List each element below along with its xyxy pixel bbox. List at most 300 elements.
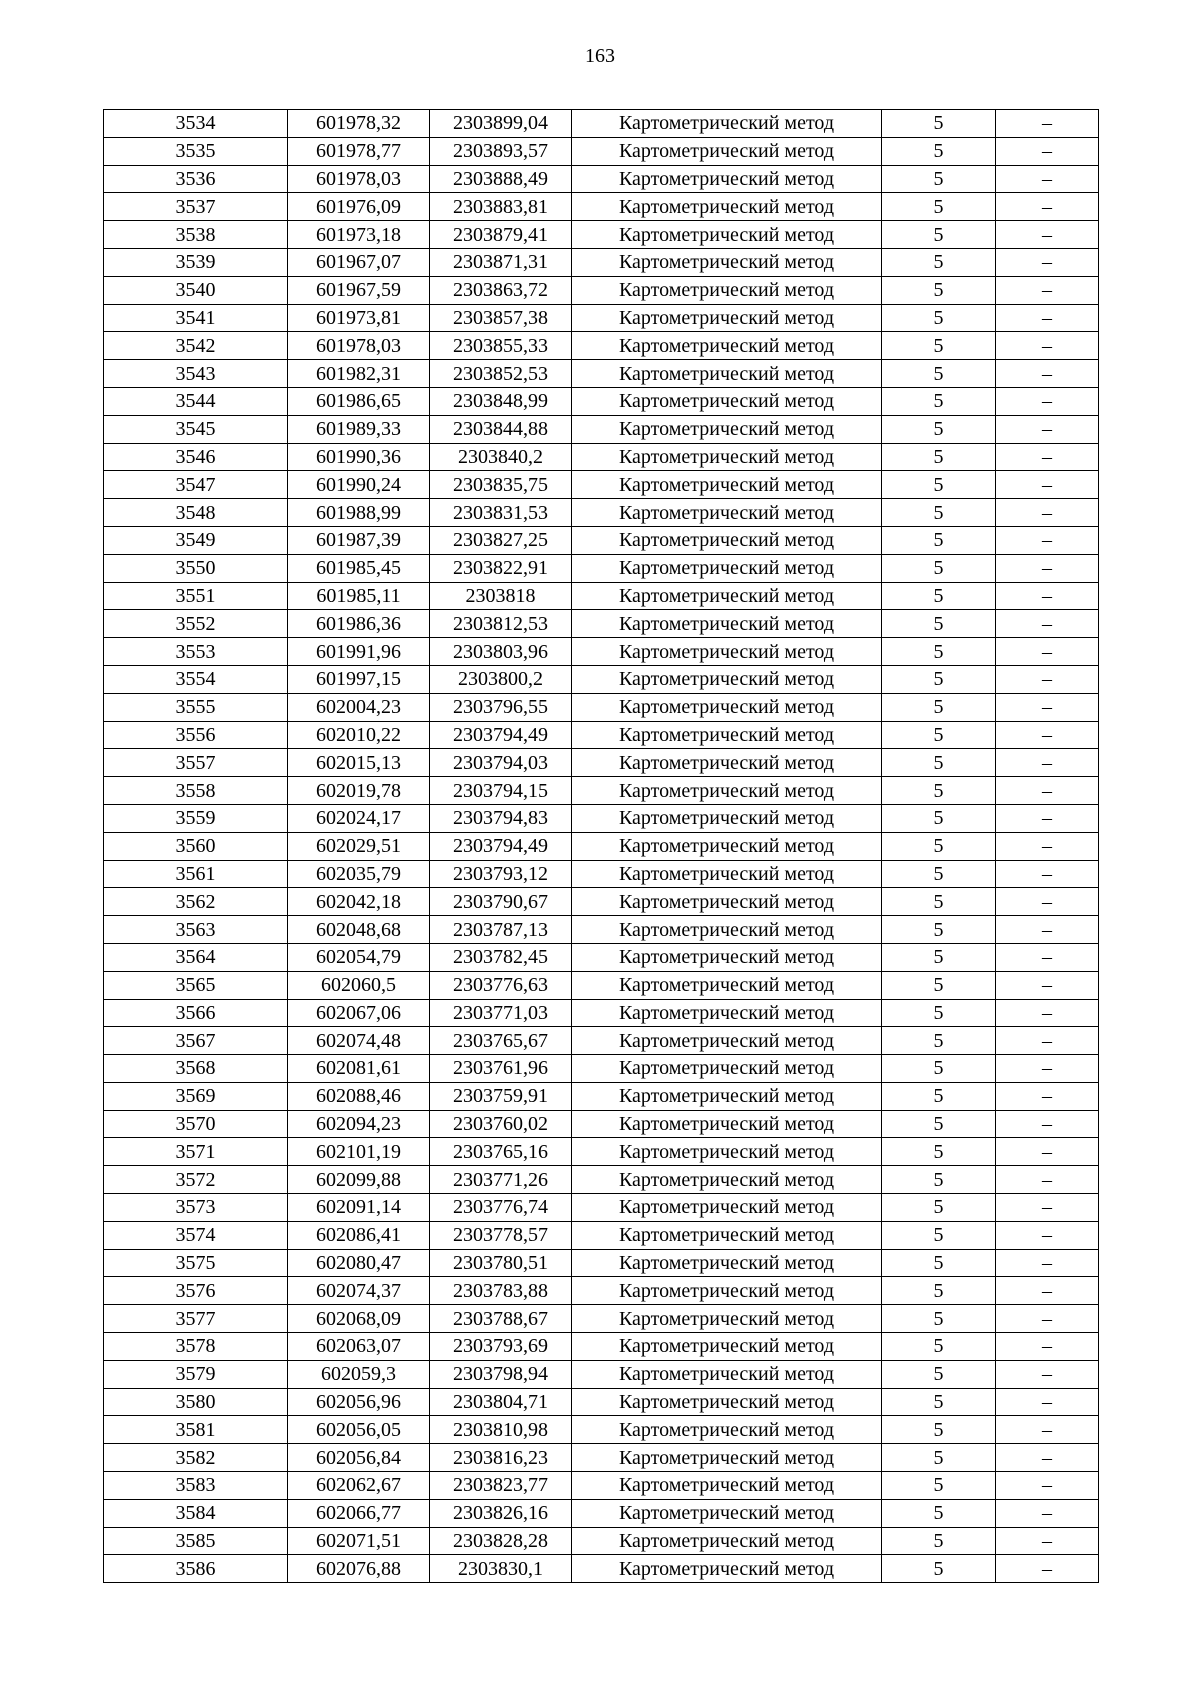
cell-note: –: [996, 999, 1099, 1027]
table-row: [104, 554, 1099, 582]
cell-y: 2303793,69: [430, 1333, 572, 1361]
cell-x: 601978,03: [288, 332, 430, 360]
cell-note: –: [996, 443, 1099, 471]
cell-point-number: 3585: [104, 1527, 288, 1555]
cell-y: 2303826,16: [430, 1499, 572, 1527]
cell-accuracy: 5: [882, 387, 996, 415]
cell-method: Картометрический метод: [572, 248, 882, 276]
cell-note: –: [996, 665, 1099, 693]
cell-method: Картометрический метод: [572, 221, 882, 249]
table-row: [104, 1055, 1099, 1083]
cell-method: Картометрический метод: [572, 110, 882, 138]
page-number: 163: [585, 45, 615, 67]
cell-method: Картометрический метод: [572, 1333, 882, 1361]
cell-x: 602048,68: [288, 916, 430, 944]
cell-accuracy: 5: [882, 248, 996, 276]
table-row: [104, 1249, 1099, 1277]
cell-point-number: 3555: [104, 693, 288, 721]
cell-method: Картометрический метод: [572, 1472, 882, 1500]
cell-x: 602042,18: [288, 888, 430, 916]
cell-accuracy: 5: [882, 1249, 996, 1277]
cell-x: 602088,46: [288, 1082, 430, 1110]
cell-method: Картометрический метод: [572, 1249, 882, 1277]
cell-x: 601985,45: [288, 554, 430, 582]
table-row: [104, 1416, 1099, 1444]
cell-method: Картометрический метод: [572, 1138, 882, 1166]
cell-point-number: 3556: [104, 721, 288, 749]
cell-y: 2303893,57: [430, 137, 572, 165]
cell-note: –: [996, 1138, 1099, 1166]
table-row: [104, 1166, 1099, 1194]
cell-accuracy: 5: [882, 860, 996, 888]
cell-point-number: 3565: [104, 971, 288, 999]
table-row: [104, 1333, 1099, 1361]
cell-accuracy: 5: [882, 1472, 996, 1500]
cell-note: –: [996, 1527, 1099, 1555]
cell-y: 2303794,49: [430, 832, 572, 860]
cell-method: Картометрический метод: [572, 332, 882, 360]
cell-accuracy: 5: [882, 582, 996, 610]
cell-y: 2303765,16: [430, 1138, 572, 1166]
cell-accuracy: 5: [882, 1277, 996, 1305]
cell-method: Картометрический метод: [572, 554, 882, 582]
cell-y: 2303776,74: [430, 1194, 572, 1222]
table-row: [104, 943, 1099, 971]
cell-point-number: 3581: [104, 1416, 288, 1444]
cell-method: Картометрический метод: [572, 1360, 882, 1388]
cell-method: Картометрический метод: [572, 1527, 882, 1555]
cell-point-number: 3579: [104, 1360, 288, 1388]
cell-point-number: 3570: [104, 1110, 288, 1138]
cell-note: –: [996, 832, 1099, 860]
cell-note: –: [996, 387, 1099, 415]
cell-accuracy: 5: [882, 1166, 996, 1194]
cell-method: Картометрический метод: [572, 665, 882, 693]
table-row: [104, 999, 1099, 1027]
cell-accuracy: 5: [882, 1333, 996, 1361]
cell-method: Картометрический метод: [572, 1388, 882, 1416]
cell-point-number: 3551: [104, 582, 288, 610]
cell-point-number: 3534: [104, 110, 288, 138]
cell-note: –: [996, 1305, 1099, 1333]
cell-x: 601976,09: [288, 193, 430, 221]
table-row: [104, 1360, 1099, 1388]
cell-y: 2303790,67: [430, 888, 572, 916]
cell-point-number: 3545: [104, 415, 288, 443]
cell-note: –: [996, 943, 1099, 971]
cell-method: Картометрический метод: [572, 165, 882, 193]
cell-note: –: [996, 1416, 1099, 1444]
cell-y: 2303804,71: [430, 1388, 572, 1416]
cell-note: –: [996, 1360, 1099, 1388]
cell-y: 2303883,81: [430, 193, 572, 221]
cell-x: 602074,37: [288, 1277, 430, 1305]
table-row: [104, 332, 1099, 360]
table-row: [104, 1277, 1099, 1305]
cell-x: 601989,33: [288, 415, 430, 443]
cell-note: –: [996, 110, 1099, 138]
cell-y: 2303794,49: [430, 721, 572, 749]
cell-y: 2303855,33: [430, 332, 572, 360]
cell-x: 602059,3: [288, 1360, 430, 1388]
cell-method: Картометрический метод: [572, 526, 882, 554]
cell-method: Картометрический метод: [572, 971, 882, 999]
table-row: [104, 165, 1099, 193]
cell-y: 2303812,53: [430, 610, 572, 638]
cell-note: –: [996, 916, 1099, 944]
cell-point-number: 3554: [104, 665, 288, 693]
cell-y: 2303782,45: [430, 943, 572, 971]
cell-method: Картометрический метод: [572, 582, 882, 610]
cell-accuracy: 5: [882, 276, 996, 304]
cell-y: 2303778,57: [430, 1221, 572, 1249]
cell-note: –: [996, 1472, 1099, 1500]
cell-x: 602076,88: [288, 1555, 430, 1583]
cell-method: Картометрический метод: [572, 276, 882, 304]
cell-method: Картометрический метод: [572, 749, 882, 777]
cell-method: Картометрический метод: [572, 999, 882, 1027]
cell-x: 602060,5: [288, 971, 430, 999]
cell-method: Картометрический метод: [572, 777, 882, 805]
cell-y: 2303800,2: [430, 665, 572, 693]
cell-x: 601988,99: [288, 499, 430, 527]
cell-y: 2303796,55: [430, 693, 572, 721]
cell-method: Картометрический метод: [572, 943, 882, 971]
cell-note: –: [996, 749, 1099, 777]
table-row: [104, 360, 1099, 388]
cell-y: 2303822,91: [430, 554, 572, 582]
cell-y: 2303899,04: [430, 110, 572, 138]
cell-y: 2303879,41: [430, 221, 572, 249]
cell-note: –: [996, 721, 1099, 749]
table-row: [104, 971, 1099, 999]
cell-accuracy: 5: [882, 888, 996, 916]
table-row: [104, 1555, 1099, 1583]
cell-method: Картометрический метод: [572, 1027, 882, 1055]
cell-point-number: 3580: [104, 1388, 288, 1416]
table-row: [104, 1221, 1099, 1249]
cell-x: 602101,19: [288, 1138, 430, 1166]
cell-note: –: [996, 1194, 1099, 1222]
cell-point-number: 3552: [104, 610, 288, 638]
cell-x: 602056,96: [288, 1388, 430, 1416]
cell-note: –: [996, 276, 1099, 304]
cell-method: Картометрический метод: [572, 1082, 882, 1110]
cell-y: 2303816,23: [430, 1444, 572, 1472]
cell-point-number: 3542: [104, 332, 288, 360]
cell-note: –: [996, 1277, 1099, 1305]
cell-x: 601990,36: [288, 443, 430, 471]
cell-x: 601973,81: [288, 304, 430, 332]
cell-y: 2303760,02: [430, 1110, 572, 1138]
cell-note: –: [996, 526, 1099, 554]
cell-x: 602067,06: [288, 999, 430, 1027]
cell-method: Картометрический метод: [572, 1416, 882, 1444]
cell-accuracy: 5: [882, 1221, 996, 1249]
table-row: [104, 471, 1099, 499]
cell-method: Картометрический метод: [572, 1444, 882, 1472]
table-row: [104, 304, 1099, 332]
cell-y: 2303794,03: [430, 749, 572, 777]
cell-accuracy: 5: [882, 1499, 996, 1527]
cell-accuracy: 5: [882, 638, 996, 666]
cell-accuracy: 5: [882, 1444, 996, 1472]
cell-y: 2303840,2: [430, 443, 572, 471]
cell-point-number: 3536: [104, 165, 288, 193]
cell-note: –: [996, 1249, 1099, 1277]
cell-note: –: [996, 610, 1099, 638]
cell-y: 2303823,77: [430, 1472, 572, 1500]
table-row: [104, 832, 1099, 860]
cell-point-number: 3586: [104, 1555, 288, 1583]
cell-y: 2303888,49: [430, 165, 572, 193]
cell-accuracy: 5: [882, 1110, 996, 1138]
table-row: [104, 193, 1099, 221]
table-row: [104, 387, 1099, 415]
cell-note: –: [996, 499, 1099, 527]
cell-point-number: 3548: [104, 499, 288, 527]
cell-x: 602029,51: [288, 832, 430, 860]
cell-x: 601991,96: [288, 638, 430, 666]
cell-accuracy: 5: [882, 1527, 996, 1555]
cell-note: –: [996, 193, 1099, 221]
cell-note: –: [996, 888, 1099, 916]
table-row: [104, 1499, 1099, 1527]
cell-accuracy: 5: [882, 554, 996, 582]
cell-point-number: 3549: [104, 526, 288, 554]
cell-point-number: 3571: [104, 1138, 288, 1166]
cell-accuracy: 5: [882, 804, 996, 832]
cell-y: 2303818: [430, 582, 572, 610]
cell-method: Картометрический метод: [572, 916, 882, 944]
cell-y: 2303794,15: [430, 777, 572, 805]
cell-point-number: 3562: [104, 888, 288, 916]
coordinates-table: [103, 109, 1099, 1583]
table-row: [104, 1110, 1099, 1138]
table-row: [104, 248, 1099, 276]
cell-y: 2303771,03: [430, 999, 572, 1027]
cell-accuracy: 5: [882, 1305, 996, 1333]
cell-x: 602056,05: [288, 1416, 430, 1444]
cell-y: 2303771,26: [430, 1166, 572, 1194]
cell-y: 2303765,67: [430, 1027, 572, 1055]
cell-y: 2303857,38: [430, 304, 572, 332]
cell-accuracy: 5: [882, 110, 996, 138]
cell-x: 602035,79: [288, 860, 430, 888]
cell-y: 2303827,25: [430, 526, 572, 554]
cell-note: –: [996, 471, 1099, 499]
table-row: [104, 888, 1099, 916]
cell-method: Картометрический метод: [572, 638, 882, 666]
cell-x: 601987,39: [288, 526, 430, 554]
table-row: [104, 860, 1099, 888]
cell-note: –: [996, 1166, 1099, 1194]
cell-method: Картометрический метод: [572, 610, 882, 638]
cell-method: Картометрический метод: [572, 860, 882, 888]
cell-accuracy: 5: [882, 471, 996, 499]
cell-y: 2303844,88: [430, 415, 572, 443]
cell-method: Картометрический метод: [572, 304, 882, 332]
cell-y: 2303780,51: [430, 1249, 572, 1277]
table-row: [104, 693, 1099, 721]
table-row: [104, 638, 1099, 666]
cell-point-number: 3578: [104, 1333, 288, 1361]
cell-point-number: 3567: [104, 1027, 288, 1055]
cell-x: 602024,17: [288, 804, 430, 832]
cell-y: 2303798,94: [430, 1360, 572, 1388]
cell-note: –: [996, 165, 1099, 193]
cell-x: 601985,11: [288, 582, 430, 610]
cell-y: 2303852,53: [430, 360, 572, 388]
cell-accuracy: 5: [882, 693, 996, 721]
cell-y: 2303831,53: [430, 499, 572, 527]
cell-accuracy: 5: [882, 165, 996, 193]
cell-method: Картометрический метод: [572, 1499, 882, 1527]
cell-accuracy: 5: [882, 721, 996, 749]
cell-point-number: 3535: [104, 137, 288, 165]
cell-point-number: 3577: [104, 1305, 288, 1333]
table-row: [104, 1027, 1099, 1055]
table-row: [104, 137, 1099, 165]
cell-accuracy: 5: [882, 415, 996, 443]
cell-note: –: [996, 582, 1099, 610]
cell-method: Картометрический метод: [572, 1110, 882, 1138]
cell-note: –: [996, 777, 1099, 805]
cell-accuracy: 5: [882, 1138, 996, 1166]
cell-note: –: [996, 304, 1099, 332]
cell-point-number: 3544: [104, 387, 288, 415]
cell-accuracy: 5: [882, 1388, 996, 1416]
table-row: [104, 443, 1099, 471]
cell-x: 602080,47: [288, 1249, 430, 1277]
cell-x: 602081,61: [288, 1055, 430, 1083]
cell-method: Картометрический метод: [572, 1305, 882, 1333]
cell-point-number: 3540: [104, 276, 288, 304]
cell-x: 601978,77: [288, 137, 430, 165]
cell-method: Картометрический метод: [572, 1555, 882, 1583]
cell-method: Картометрический метод: [572, 137, 882, 165]
cell-accuracy: 5: [882, 749, 996, 777]
cell-note: –: [996, 221, 1099, 249]
cell-accuracy: 5: [882, 332, 996, 360]
cell-method: Картометрический метод: [572, 499, 882, 527]
table-row: [104, 916, 1099, 944]
table-row: [104, 110, 1099, 138]
cell-note: –: [996, 415, 1099, 443]
cell-accuracy: 5: [882, 943, 996, 971]
table-row: [104, 777, 1099, 805]
cell-x: 601986,36: [288, 610, 430, 638]
table-row: [104, 526, 1099, 554]
cell-note: –: [996, 248, 1099, 276]
cell-x: 602062,67: [288, 1472, 430, 1500]
table-row: [104, 1444, 1099, 1472]
table-row: [104, 221, 1099, 249]
cell-x: 602094,23: [288, 1110, 430, 1138]
cell-point-number: 3553: [104, 638, 288, 666]
cell-method: Картометрический метод: [572, 1055, 882, 1083]
table-row: [104, 1138, 1099, 1166]
table-row: [104, 1527, 1099, 1555]
cell-x: 602056,84: [288, 1444, 430, 1472]
cell-note: –: [996, 971, 1099, 999]
cell-y: 2303783,88: [430, 1277, 572, 1305]
cell-note: –: [996, 693, 1099, 721]
cell-note: –: [996, 860, 1099, 888]
cell-note: –: [996, 804, 1099, 832]
cell-y: 2303794,83: [430, 804, 572, 832]
cell-accuracy: 5: [882, 1555, 996, 1583]
cell-x: 602004,23: [288, 693, 430, 721]
cell-point-number: 3546: [104, 443, 288, 471]
cell-method: Картометрический метод: [572, 1166, 882, 1194]
cell-y: 2303803,96: [430, 638, 572, 666]
cell-point-number: 3576: [104, 1277, 288, 1305]
cell-method: Картометрический метод: [572, 888, 882, 916]
cell-method: Картометрический метод: [572, 471, 882, 499]
cell-point-number: 3559: [104, 804, 288, 832]
cell-y: 2303848,99: [430, 387, 572, 415]
cell-x: 602054,79: [288, 943, 430, 971]
cell-y: 2303863,72: [430, 276, 572, 304]
cell-note: –: [996, 1444, 1099, 1472]
cell-x: 601978,32: [288, 110, 430, 138]
cell-x: 602074,48: [288, 1027, 430, 1055]
table-row: [104, 749, 1099, 777]
cell-x: 602071,51: [288, 1527, 430, 1555]
cell-x: 602066,77: [288, 1499, 430, 1527]
cell-point-number: 3582: [104, 1444, 288, 1472]
cell-method: Картометрический метод: [572, 193, 882, 221]
cell-note: –: [996, 1555, 1099, 1583]
cell-note: –: [996, 554, 1099, 582]
cell-point-number: 3575: [104, 1249, 288, 1277]
cell-method: Картометрический метод: [572, 1277, 882, 1305]
cell-method: Картометрический метод: [572, 721, 882, 749]
cell-note: –: [996, 1333, 1099, 1361]
cell-point-number: 3572: [104, 1166, 288, 1194]
cell-point-number: 3568: [104, 1055, 288, 1083]
cell-x: 602015,13: [288, 749, 430, 777]
cell-note: –: [996, 1055, 1099, 1083]
cell-accuracy: 5: [882, 526, 996, 554]
cell-method: Картометрический метод: [572, 387, 882, 415]
cell-accuracy: 5: [882, 221, 996, 249]
cell-x: 602086,41: [288, 1221, 430, 1249]
cell-point-number: 3560: [104, 832, 288, 860]
cell-accuracy: 5: [882, 1082, 996, 1110]
cell-point-number: 3541: [104, 304, 288, 332]
cell-y: 2303761,96: [430, 1055, 572, 1083]
cell-point-number: 3563: [104, 916, 288, 944]
table-row: [104, 276, 1099, 304]
table-row: [104, 610, 1099, 638]
cell-x: 602063,07: [288, 1333, 430, 1361]
cell-accuracy: 5: [882, 1194, 996, 1222]
cell-accuracy: 5: [882, 360, 996, 388]
cell-note: –: [996, 638, 1099, 666]
cell-method: Картометрический метод: [572, 804, 882, 832]
table-row: [104, 1388, 1099, 1416]
cell-y: 2303810,98: [430, 1416, 572, 1444]
cell-accuracy: 5: [882, 665, 996, 693]
cell-y: 2303776,63: [430, 971, 572, 999]
cell-method: Картометрический метод: [572, 360, 882, 388]
cell-method: Картометрический метод: [572, 1221, 882, 1249]
cell-point-number: 3539: [104, 248, 288, 276]
cell-point-number: 3557: [104, 749, 288, 777]
cell-accuracy: 5: [882, 443, 996, 471]
